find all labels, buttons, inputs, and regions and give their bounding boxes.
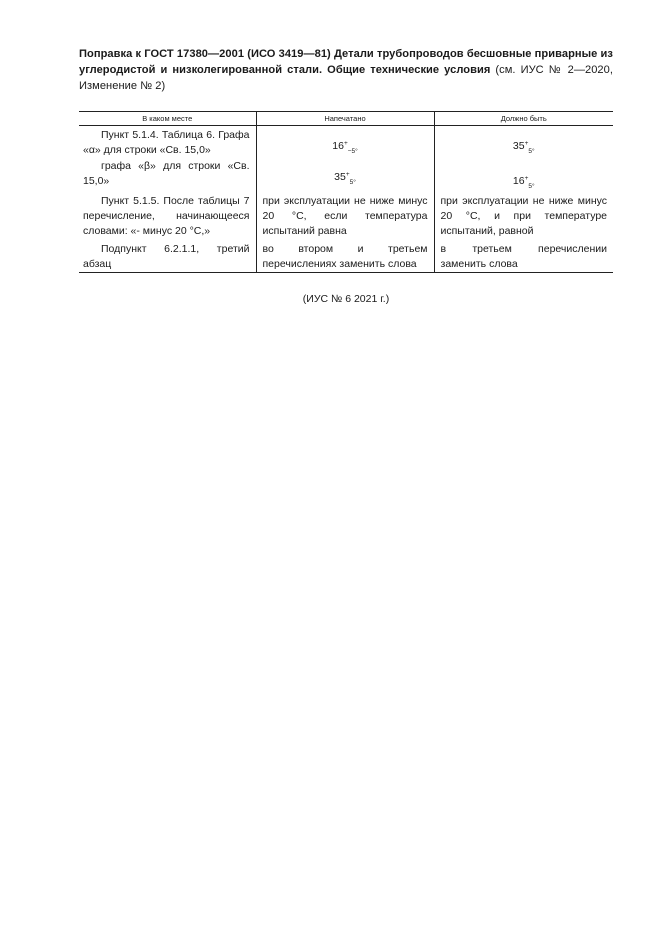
cell-correct: $35^+_{5^\circ}$	[434, 126, 613, 160]
heading-reference: (см. ИУС № 2—2020, Изменение № 2)	[79, 64, 614, 92]
cell-place: Пункт 5.1.4. Таблица 6. Графа «α» для строки «Св. 15,0»	[83, 129, 250, 156]
table-row	[79, 242, 613, 273]
heading-title: Поправка к ГОСТ 17380—2001 (ИСО 3419—81) Детали трубопроводов бесшовные приварные из углеродистой и низколегированной стали. Общие технические условия	[79, 48, 613, 76]
cell-correct: в третьем перечислении заменить слова	[434, 242, 613, 273]
cell-printed: $16^+_{-5^\circ}$	[256, 126, 434, 160]
header-place: В каком месте	[79, 112, 256, 126]
cell-place: графа «β» для строки «Св. 15,0»	[83, 160, 250, 187]
cell-place: Подпункт 6.2.1.1, третий абзац	[79, 242, 256, 273]
cell-printed: $35^+_{5^\circ}$	[256, 159, 434, 194]
table-row	[79, 126, 613, 160]
table-row	[79, 159, 613, 194]
table-row	[79, 194, 613, 242]
correction-heading	[79, 46, 613, 94]
cell-correct: $16^+_{5^\circ}$	[434, 159, 613, 194]
correction-table	[79, 111, 613, 273]
cell-place: Пункт 5.1.5. После таблицы 7 перечисление, начинающееся словами: «- минус 20 °С,»	[83, 195, 250, 237]
header-printed: Напечатано	[256, 112, 434, 126]
cell-printed: при эксплуатации не ниже минус 20 °С, если температура испытаний равна	[256, 194, 434, 242]
header-correct: Должно быть	[434, 112, 613, 126]
document-page	[79, 46, 614, 305]
table-header-row	[79, 112, 613, 126]
cell-printed: во втором и третьем перечислениях заменить слова	[256, 242, 434, 273]
cell-correct: при эксплуатации не ниже минус 20 °С, и при температуре испытаний, равной	[434, 194, 613, 242]
issue-reference: (ИУС № 6 2021 г.)	[302, 293, 390, 305]
